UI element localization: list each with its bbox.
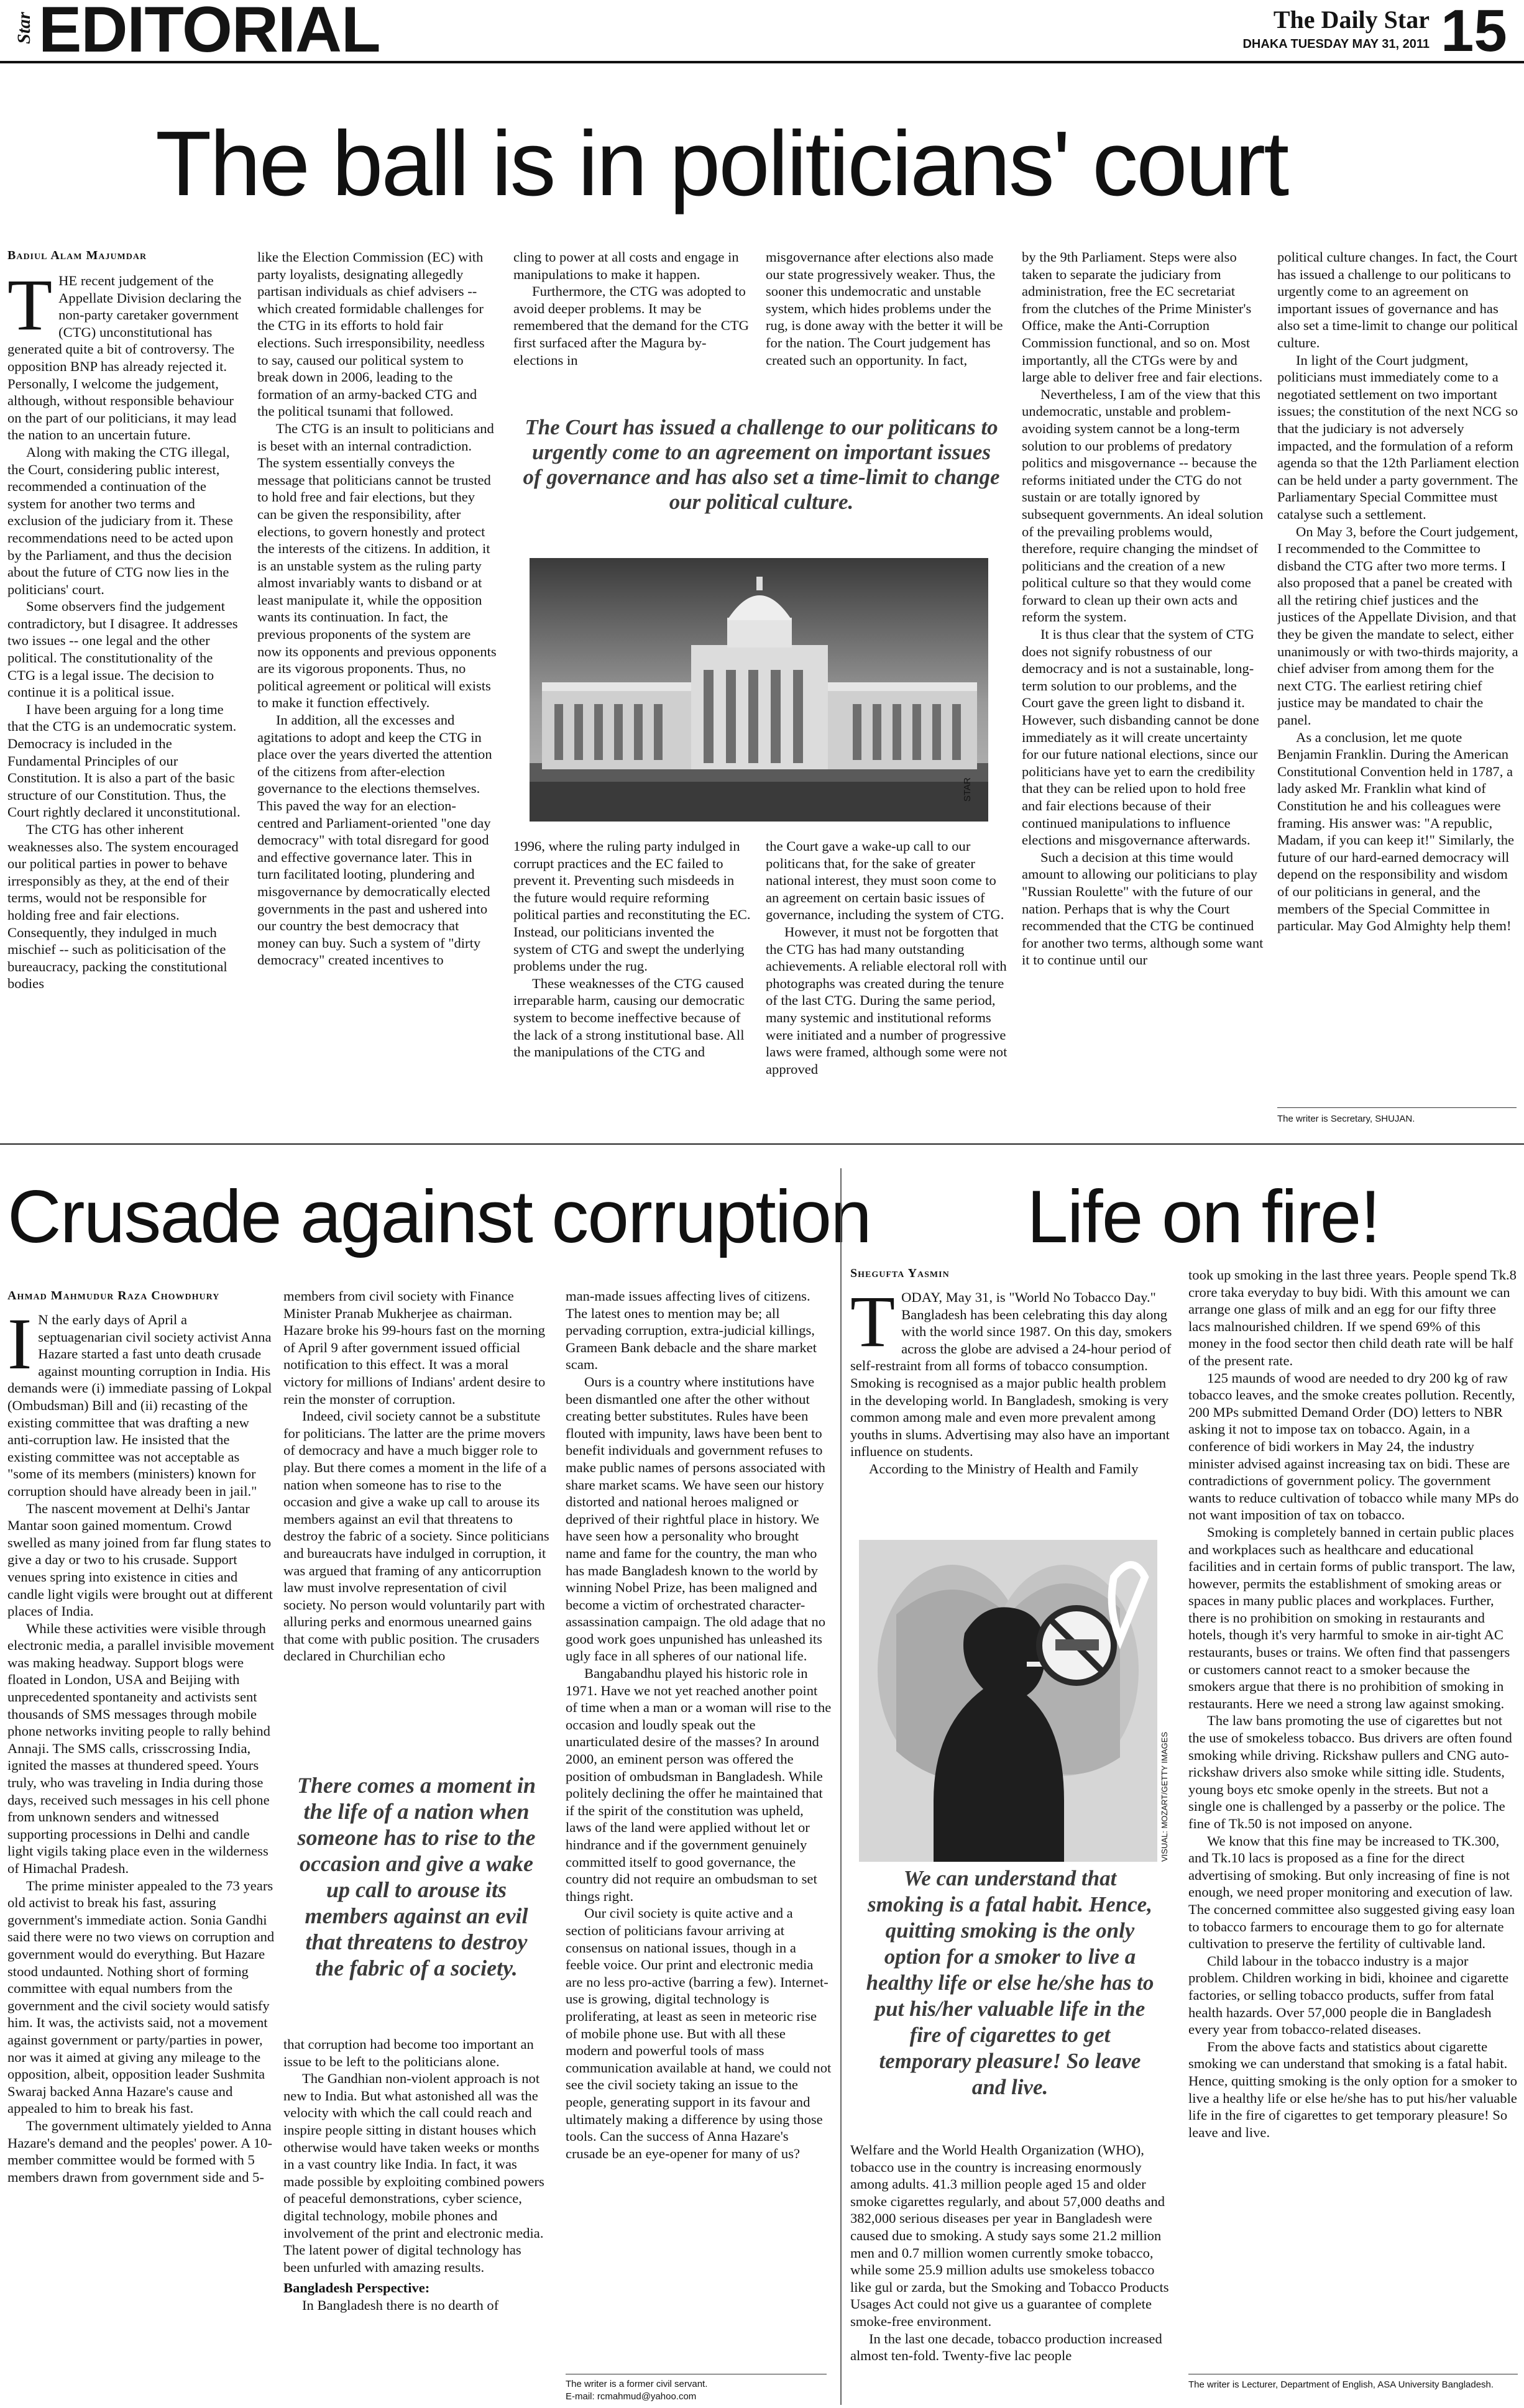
paragraph: We know that this fine may be increased to TK.300, and Tk.10 lacs is proposed as a fine for the direct advertising of smoking. But only increasing of fine is not enough, we need proper monitoring and execution of law. The concerned committee also suggested giving easy loan to tobacco farmers to encourage them to go for alternate cultivation to preserve the fertility of cultivable land. — [1188, 1833, 1515, 1952]
photo-credit-article1: STAR — [962, 777, 973, 802]
subhead: Bangladesh Perspective: — [283, 2280, 430, 2296]
dateline: DHAKA TUESDAY MAY 31, 2011 — [1242, 37, 1430, 51]
writer-email-article2: E-mail: rcmahmud@yahoo.com — [566, 2391, 697, 2402]
paragraph: In Bangladesh there is no dearth of — [302, 2297, 499, 2313]
paper-name: The Daily Star — [1273, 6, 1430, 34]
paragraph: In light of the Court judgment, politicians must immediately come to a negotiated settlement on two important issues; the constitution of the next NCG so that the judiciary is not adversely impacted, and the formulation of a reform agenda so that the 12th Parliament election can be held under a party government. The Parliamentary Special Committee must catalyse such a settlement. — [1277, 352, 1519, 522]
paragraph: N the early days of April a septuagenarian civil society activist Anna Hazare started a fast unto death crusade against mounting corruption in India. His demands were (i) immediate passing of Lokpal (Ombudsman) Bill and (ii) recasting of the existing committee that was drafting a new anti-corruption law. He insisted that the existing committee was not acceptable as "some of its members (ministers) known for corruption should have already been in jail." — [7, 1312, 272, 1499]
paragraph: Such a decision at this time would amount to allowing our politicians to play "Russian Roulette" with the future of our nation. Perhaps that is why the Court recommended that the CTG be continued for another two terms, although some want it to continue until our — [1022, 849, 1264, 968]
paragraph: 1996, where the ruling party indulged in corrupt practices and the EC failed to prevent it. Preventing such misdeeds in the future would require reforming political parties and reconstituting the EC. Instead, our politicians invented the system of CTG and swept the underlying problems under the rug. — [513, 838, 751, 974]
article3-col-2 — [1188, 1266, 1519, 2368]
paragraph: Smoking is completely banned in certain public places and workplaces such as healthcare and educational facilities and in certain forms of public transport. The law, however, permits the establishment of smoking areas or spaces in many public places and workplaces. Further, there is no prohibition on smoking in restaurants and hotels, though it's very harmful to smoke in air-tight AC restaurants, buses or trains. We often find that passengers or customers cannot react to a smoker because the smokers argue that there is no prohibition of smoking in restaurants. Here we need a strong law against smoking. — [1188, 1524, 1515, 1711]
paragraph: political culture changes. In fact, the Court has issued a challenge to our politicans to urgently come to an agreement on important issues of governance and has also set a time-limit to change our political culture. — [1277, 249, 1518, 350]
article1-col-3-top — [513, 249, 753, 404]
article3-col-1-bottom — [850, 2141, 1178, 2405]
paragraph: The government ultimately yielded to Anna Hazare's demand and the peoples' power. A 10-member committee would be formed with 5 members drawn from government side and 5- — [7, 2117, 272, 2185]
article1-col-3-bottom — [513, 838, 753, 1130]
paragraph: Ours is a country where institutions have been dismantled one after the other without creating better substitutes. Rules have been flouted with impunity, laws have been bent to benefit individuals and government refuses to make public names of persons associated with share market scams. We have seen our history distorted and national heroes maligned or deprived of their rightful place in history. We have seen how a personality who brought name and fame for the country, the man who has made Bangladesh known to the world by winning Nobel Prize, has been maligned and become a victim of orchestrated character-assassination campaign. The old adage that no good work goes unpunished has unleashed its ugly face in all spheres of our national life. — [566, 1373, 826, 1664]
paragraph: members from civil society with Finance Minister Pranab Mukherjee as chairman. Hazare broke his 99-hours fast on the morning of April 9 after government issued official notification to this effect. It was a moral victory for millions of Indians' ardent desire to rein the monster of corruption. — [283, 1288, 546, 1407]
paragraph: On May 3, before the Court judgement, I recommended to the Committee to disband the CTG after two more terms. I also proposed that a panel be created with all the retiring chief justices and the justices of the Appellate Division, and that they be given the mandate to select, either unanimously or with two-thirds majority, a chief adviser from among them for the next CTG. The earliest retiring chief justice may be mandated to chair the panel. — [1277, 523, 1518, 728]
article1-col-1 — [7, 272, 244, 1130]
paragraph: These weaknesses of the CTG caused irreparable harm, causing our democratic system to become ineffective because of the lack of a strong institutional base. All the manipulations of the CTG and — [513, 975, 745, 1060]
supreme-court-photo — [530, 558, 988, 822]
masthead-rule — [0, 61, 1524, 63]
article1-col-2 — [257, 249, 497, 1130]
paragraph: Furthermore, the CTG was adopted to avoid deeper problems. It may be remembered that the demand for the CTG first surfaced after the Magura by-elections in — [513, 283, 749, 368]
paragraph: man-made issues affecting lives of citizens. The latest ones to mention may be; all pervading corruption, extra-judicial killings, Grameen Bank debacle and the share market scam. — [566, 1288, 817, 1373]
article2-col-3 — [566, 1288, 832, 2370]
paragraph: However, it must not be forgotten that the CTG has had many outstanding achievements. A reliable electoral roll with photographs was created during the tenure of the last CTG. During the same period, many systemic and institutional reforms were initiated and a number of progressive laws were framed, although some were not approved — [766, 923, 1008, 1077]
masthead — [0, 0, 1524, 66]
paragraph: I have been arguing for a long time that the CTG is an undemocratic system. Democracy is included in the Fundamental Principles of our Constitution. It is also a part of the basic structure of our Constitution. Thus, the Court rightly declared it unconstitutional. — [7, 701, 241, 820]
writer-note-article2: The writer is a former civil servant. — [566, 2379, 708, 2389]
paragraph: Along with making the CTG illegal, the Court, considering public interest, recommended a continuation of the system for another two terms and exclusion of the judiciary from it. These recommendations need to be acted upon by the Parliament, and thus the decision about the future of CTG now lies in the politicians' court. — [7, 444, 234, 597]
paragraph: The nascent movement at Delhi's Jantar Mantar soon gained momentum. Crowd swelled as many joined from far flung states to give a day or two to his crusade. Support venues spring into existence in cities and candle light vigils were brought out at different places of India. — [7, 1500, 273, 1619]
brand-mark: Star — [14, 12, 34, 44]
byline-article1: Badiul Alam Majumdar — [7, 249, 147, 262]
paragraph: Bangabandhu played his historic role in 1971. Have we not yet reached another point of time when a man or a woman will rise to the occasion and loudly speak out the unarticulated desire of the masses? In around 2000, an eminent person was offered the position of ombudsman in Bangladesh. While politely declining the offer he maintained that if the spirit of the constitution was upheld, laws of the land were applied without let or hindrance and if the government genuinely committed itself to good governance, the country did not require an ombudsman to set things right. — [566, 1665, 832, 1904]
byline-article2: Ahmad Mahmudur Raza Chowdhury — [7, 1289, 220, 1302]
paragraph: The CTG has other inherent weaknesses also. The system encouraged our political parties in power to behave irresponsibly as they, at the end of their terms, would not be responsible for holding free and fair elections. Consequently, they indulged in much mischief -- such as politicisation of the bureaucracy, packing the constitutional bodies — [7, 822, 239, 992]
paragraph: misgovernance after elections also made our state progressively weaker. Thus, the sooner this undemocratic and unstable system, which hides problems under the rug, is done away with the better it will be for the nation. The Court judgement has created such an opportunity. In fact, — [766, 249, 1003, 368]
article1-col-6 — [1277, 249, 1520, 1101]
paragraph: cling to power at all costs and engage in manipulations to make it happen. — [513, 249, 739, 282]
dropcap: I — [7, 1311, 32, 1385]
paragraph: The Gandhian non-violent approach is not new to India. But what astonished all was the velocity with which the call could reach and inspire people sitting in distant houses which otherwise would have taken weeks or months in a vast country like India. In fact, it was made possible by exploiting combined powers of peaceful demonstrations, cyber science, digital technology, mobile phones and involvement of the print and electronic media. The latent power of digital technology has been unfurled with amazing results. — [283, 2071, 544, 2275]
pullquote-article1: The Court has issued a challenge to our politicans to urgently come to an agreement on important issues of governance and has also set a time-limit to change our political culture. — [523, 415, 1000, 514]
paragraph: Welfare and the World Health Organization (WHO), tobacco use in the country is increasing enormously among adults. 41.3 million people aged 15 and older smoke cigarettes regularly, and about 57,000 deaths and 382,000 serious diseases per year in Bangladesh were caused due to smoking. A study says some 21.2 million men and 0.7 million women currently smoke tobacco, while some 25.9 million adults use smokeless tobacco like gul or zarda, but the Smoking and Tobacco Products Usages Act could not give us a guarantee of complete smoke-free environment. — [850, 2142, 1169, 2329]
paragraph: ODAY, May 31, is "World No Tobacco Day." Bangladesh has been celebrating this day along with the world since 1987. On this day, smokers across the globe are advised a 24-hour period of self-restraint from all forms of tobacco consumption. Smoking is recognised as a major public health problem in the developing world. In Bangladesh, smoking is very common among male and even more prevalent among youths in slums. Advertising may also have an important influence on students. — [850, 1289, 1172, 1460]
paragraph: In addition, all the excesses and agitations to adopt and keep the CTG in place over the years diverted the attention of the citizens from after-election governance to the elections themselves. This paved the way for an election-centred and Parliament-oriented "one day democracy" with total disregard for good and effective governance later. This in turn facilitated looting, plundering and misgovernance by democratically elected governments in the past and ushered into our country the best democracy that money can buy. Such a system of "dirty democracy" created incentives to — [257, 712, 492, 968]
paragraph: Indeed, civil society cannot be a substitute for politicians. The latter are the prime movers of democracy and have a much bigger role to play. But there comes a moment in the life of a nation when someone has to rise to the occasion and give a wake up call to arouse its members against an evil that threatens to destroy the fabric of a society. Since politicians and bureaucrats have indulged in corruption, it was argued that framing of any anticorruption law must involve representation of civil society. No person would voluntarily part with alluring perks and enormous unearned gains that come with public position. The crusaders declared in Churchilian echo — [283, 1408, 549, 1664]
pullquote-article2: There comes a moment in the life of a nation when someone has to rise to the occasion and give a wake up call to arouse its members against an evil that threatens to destroy the fabric of a society. — [297, 1773, 536, 1980]
page-number: 15 — [1441, 0, 1507, 64]
paragraph: Child labour in the tobacco industry is a major problem. Children working in bidi, khoinee and cigarette factories, or selling tobacco products, suffer from fatal health hazards. Over 57,000 people die in Bangladesh every year from tobacco-related diseases. — [1188, 1952, 1509, 2038]
paragraph: HE recent judgement of the Appellate Division declaring the non-party caretaker government (CTG) unconstitutional has generated quite a bit of controversy. The opposition BNP has already rejected it. Personally, I welcome the judgement, although, without responsible behaviour on the part of our politicians, it may lead the nation to an uncertain future. — [7, 273, 242, 443]
paragraph: took up smoking in the last three years. People spend Tk.8 crore taka everyday to buy bidi. With this amount we can arrange one glass of milk and an egg for our fifty three lacs malnourished children. If we spend 69% of this money in the food sector then child death rate will be half of the present rate. — [1188, 1267, 1517, 1368]
footer-rule — [1277, 1107, 1517, 1108]
writer-note-article3: The writer is Lecturer, Department of English, ASA University Bangladesh. — [1188, 2379, 1494, 2390]
paragraph: According to the Ministry of Health and Family — [869, 1460, 1139, 1476]
paragraph: As a conclusion, let me quote Benjamin Franklin. During the American Constitutional Convention held in 1787, a lady asked Mr. Franklin what kind of Constitution he and his colleagues were framing. His answer was: "A republic, Madam, if you can keep it!" Similarly, the future of our hard-earned democracy will depend on the responsibility and wisdom of our politicians in general, and the members of the Special Committee in particular. May God Almighty help them! — [1277, 729, 1515, 934]
paragraph: From the above facts and statistics about cigarette smoking we can understand that smoking is a fatal habit. Hence, quitting smoking is the only option for a smoker to live a healthy life or else he/she has to put his/her valuable life in the fire of cigarettes to get temporary pleasure! So leave and live. — [1188, 2038, 1518, 2140]
headline-crusade: Crusade against corruption — [7, 1175, 871, 1258]
article1-col-4-top — [766, 249, 1009, 404]
paragraph: The CTG is an insult to politicians and is beset with an internal contradiction. The system essentially conveys the message that politicians cannot be trusted to hold free and fair elections, but they can be given the responsibility, after elections, to govern honestly and protect the interests of the citizens. In addition, it is an unstable system as the ruling party almost invariably wants to disband or at least manipulate it, while the opposition wants its continuation. In fact, the previous proponents of the system are now its opponents and previous opponents are its vigorous proponents. Thus, no political agreement or political will exists to make it function effectively. — [257, 420, 497, 711]
section-divider — [0, 1143, 1524, 1145]
paragraph: Nevertheless, I am of the view that this undemocratic, unstable and problem-avoiding system cannot be a long-term solution to our problems of predatory politics and misgovernance -- because the reforms initiated under the CTG do not sustain or are totally ignored by subsequent governments. An ideal solution of the prevailing problems would, therefore, require changing the mindset of politicians and the creation of a new political culture so that they would come forward to clean up their own acts and reform the system. — [1022, 386, 1264, 625]
dropcap: T — [850, 1289, 896, 1362]
paragraph: by the 9th Parliament. Steps were also taken to separate the judiciary from administration, free the EC secretariat from the clutches of the Prime Minister's Office, make the Anti-Corruption Commission functional, and so on. Most importantly, all the CTGs were by and large able to deliver free and fair elections. — [1022, 249, 1263, 385]
paragraph: 125 maunds of wood are needed to dry 200 kg of raw tobacco leaves, and the smoke creates pollution. Recently, 200 MPs submitted Demand Order (DO) letters to NBR asking it not to impose tax on tobacco. Again, in a conference of bidi workers in May 24, the industry minister advised against increasing tax on bidi. These are contradictions of government policy. The government wants to reduce cultivation of tobacco while many MPs do not want imposition of tax on tobacco. — [1188, 1370, 1519, 1523]
writer-note-article1: The writer is Secretary, SHUJAN. — [1277, 1114, 1415, 1124]
article1-col-5 — [1022, 249, 1264, 1130]
article2-col-1 — [7, 1311, 275, 2405]
paragraph: Some observers find the judgement contradictory, but I disagree. It addresses two issues -- one legal and the other political. The constitutionality of the CTG is a legal issue. The decision to continue it is a political issue. — [7, 598, 238, 700]
dropcap: T — [7, 272, 53, 346]
pullquote-article3: We can understand that smoking is a fatal habit. Hence, quitting smoking is the only option for a smoker to live a healthy life or else he/she has to put his/her valuable life in the fire of cigarettes to get temporary pleasure! So leave and live. — [866, 1866, 1154, 2099]
column-divider — [840, 1168, 842, 2405]
paragraph: The law bans promoting the use of cigarettes but not the use of smokeless tobacco. Bus drivers are often found smoking while driving. Rickshaw pullers and CNG auto-rickshaw drivers also smoke while sitting idle. Students, young boys etc smoke openly in the streets. But not a single one is challenged by a passerby or the police. The fine of Tk.50 is not imposed on anyone. — [1188, 1713, 1512, 1831]
section-title: EDITORIAL — [39, 0, 380, 66]
article2-col-2-top — [283, 1288, 551, 1752]
anti-smoking-illustration — [859, 1540, 1157, 1862]
article1-col-4-bottom — [766, 838, 1009, 1130]
headline-life-on-fire: Life on fire! — [1027, 1175, 1380, 1258]
paragraph: that corruption had become too important an issue to be left to the politicians alone. — [283, 2036, 534, 2069]
paragraph: It is thus clear that the system of CTG does not signify robustness of our democracy and is not a sustainable, long-term solution to our problems, and the Court gave the green light to disband it. However, such disbanding cannot be done immediately as it will create uncertainty for our future national elections, since our politicians have yet to earn the credibility that they can be relied upon to hold free and fair elections because of their continued manipulations to influence elections and misgovernance afterwards. — [1022, 626, 1259, 848]
article2-col-2-bottom — [283, 2036, 551, 2405]
paragraph: While these activities were visible through electronic media, a parallel invisible movement was making headway. Support blogs were floated in London, USA and Beijing with unprecedented spontaneity and activists sent thousands of SMS messages through mobile phone networks inviting people to rally behind Annaji. The SMS calls, crisscrossing India, ignited the masses at thundered speed. Yours truly, who was traveling in India during those days, received such messages in his cell phone from unknown senders and witnessed supporting processions in Delhi and candle light vigils taking place even in the wilderness of Himachal Pradesh. — [7, 1620, 275, 1876]
headline-ball-in-court: The ball is in politicians' court — [155, 112, 1288, 215]
paragraph: In the last one decade, tobacco production increased almost ten-fold. Twenty-five lac people — [850, 2330, 1162, 2364]
paragraph: the Court gave a wake-up call to our politicans that, for the sake of greater national interest, they must soon come to an agreement on certain basic issues of governance, including the system of CTG. — [766, 838, 1004, 923]
paragraph: like the Election Commission (EC) with party loyalists, designating allegedly partisan individuals as chief advisers -- which created formidable challenges for the CTG in its efforts to hold fair elections. Such irresponsibility, needless to say, caused our political system to break down in 2006, leading to the formation of an army-backed CTG and the political tsunami that followed. — [257, 249, 485, 419]
paragraph: Our civil society is quite active and a section of politicians favour arriving at consensus on national issues, though in a feeble voice. Our print and electronic media are no less pro-active (barring a few). Internet-use is growing, digital technology is proliferating, at least as seen in meteoric rise of mobile phone use. But with all these modern and powerful tools of mass communication available at hand, we could not see the civil society taking an issue to the people, generating support in its favour and ultimately making a difference by using those tools. Can the success of Anna Hazare's crusade be an eye-opener for many of us? — [566, 1905, 832, 2161]
photo-credit-article3: VISUAL: MOZART/GETTY IMAGES — [1160, 1731, 1169, 1862]
paragraph: The prime minister appealed to the 73 years old activist to break his fast, assuring government's immediate action. Sonia Gandhi said there were no two views on corruption and government would do everything. But Hazare stood undaunted. Nothing short of forming committee with equal numbers from the government and the civil society would satisfy him. It was, the activists said, not a movement against government or party/parties in power, nor was it aimed at giving any mileage to the opposition, albeit, opposition leader Sushmita Swaraj backed Anna Hazare's cause and appealed to him to break his fast. — [7, 1877, 275, 2117]
byline-article3: Shegufta Yasmin — [850, 1266, 950, 1280]
